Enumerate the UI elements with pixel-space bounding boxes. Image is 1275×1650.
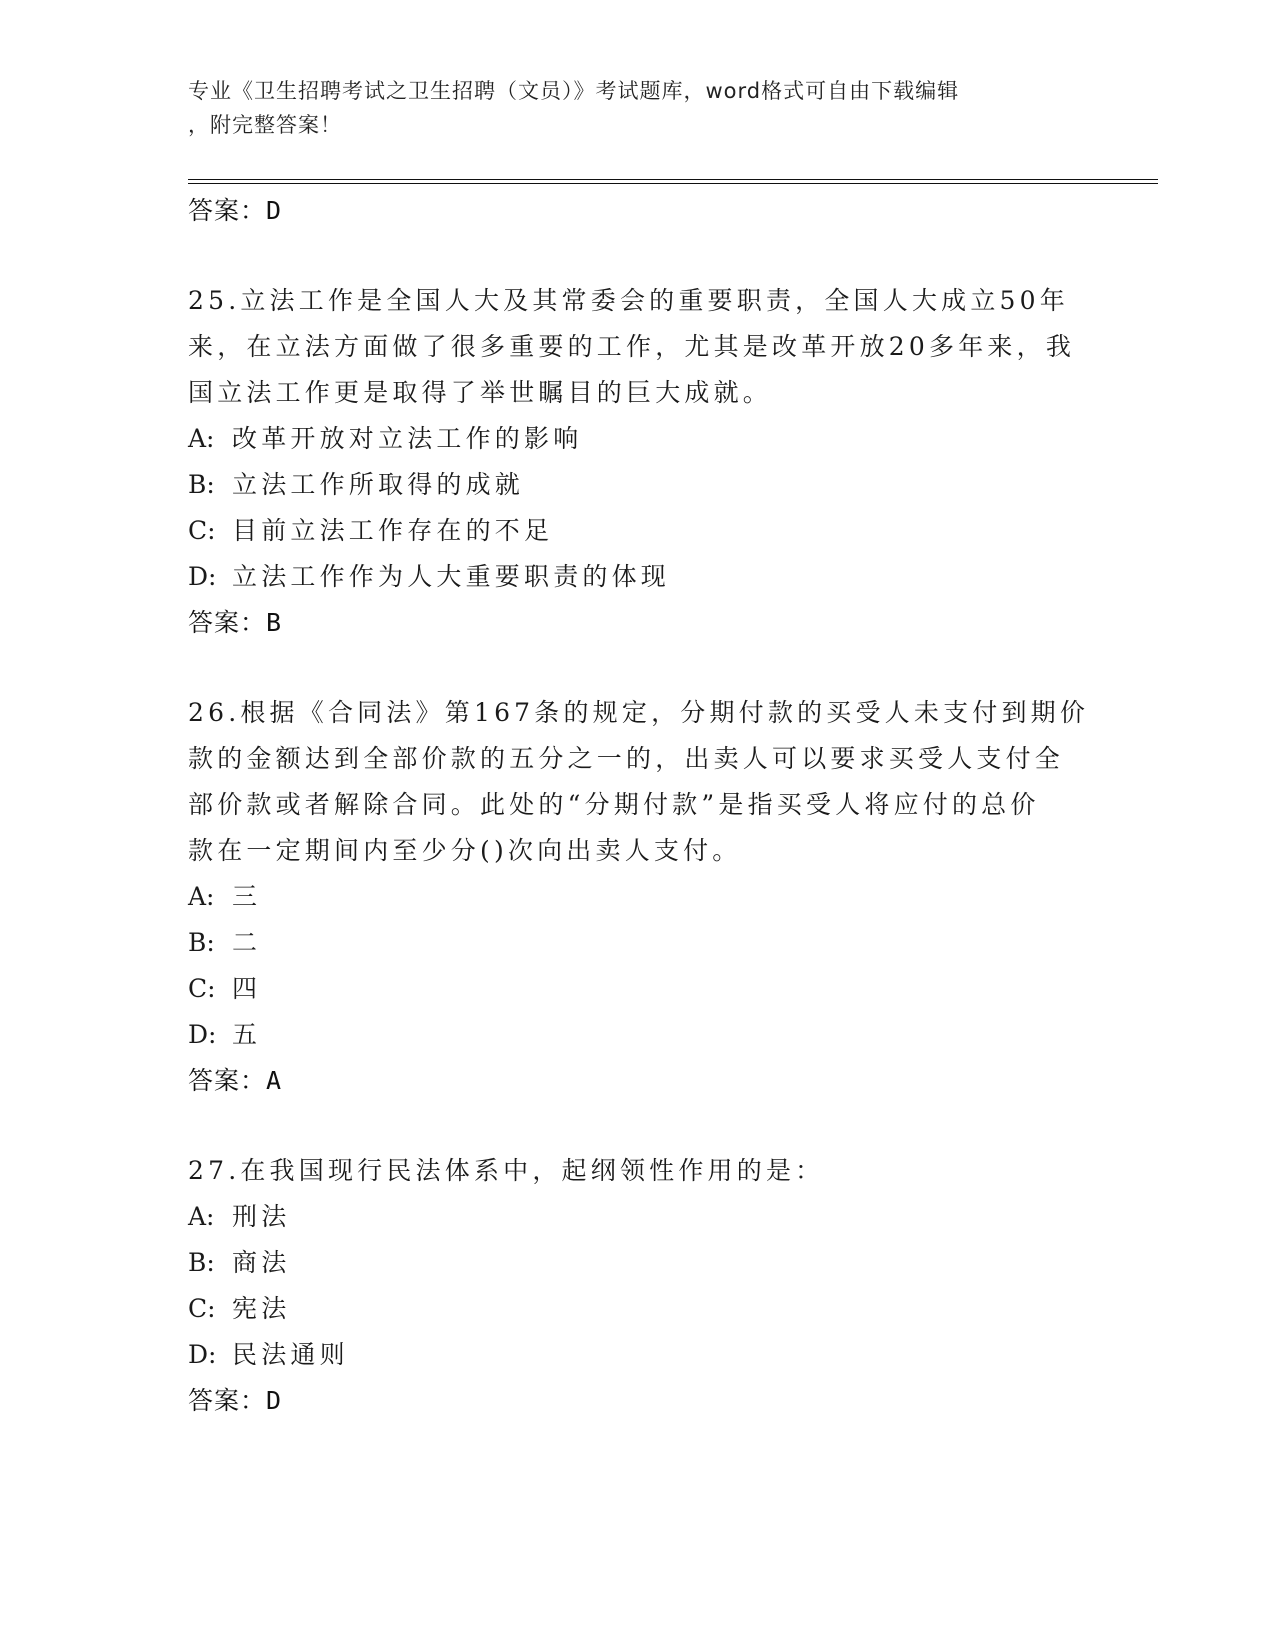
question-text-line: 部价款或者解除合同。此处的“分期付款”是指买受人将应付的总价 — [188, 790, 1040, 819]
option-letter: A: — [188, 1202, 215, 1231]
question-25 — [188, 278, 1088, 646]
option-letter: A: — [188, 882, 215, 911]
option-letter: D: — [188, 1340, 217, 1369]
option-c — [188, 1286, 1088, 1332]
option-text: 立法工作作为人大重要职责的体现 — [232, 562, 671, 591]
answer-value: D — [266, 196, 283, 225]
answer-value: B — [266, 608, 283, 637]
answer-label: 答案： — [188, 1386, 267, 1415]
option-a — [188, 874, 1088, 920]
page-header — [188, 74, 1088, 142]
option-text: 宪法 — [232, 1294, 291, 1323]
answer-label: 答案： — [188, 1066, 267, 1095]
option-letter: D: — [188, 1020, 217, 1049]
option-text: 改革开放对立法工作的影响 — [232, 424, 583, 453]
option-text: 五 — [232, 1020, 262, 1049]
option-a — [188, 416, 1088, 462]
option-b — [188, 462, 1088, 508]
answer-label: 答案： — [188, 608, 267, 637]
question-text-line: 来，在立法方面做了很多重要的工作，尤其是改革开放20多年来，我 — [188, 332, 1076, 361]
question-text-line: 25.立法工作是全国人大及其常委会的重要职责，全国人大成立50年 — [188, 286, 1069, 315]
option-letter: C: — [188, 1294, 216, 1323]
option-text: 刑法 — [232, 1202, 291, 1231]
option-text: 三 — [232, 882, 262, 911]
option-c — [188, 966, 1088, 1012]
question-text-line: 款的金额达到全部价款的五分之一的，出卖人可以要求买受人支付全 — [188, 744, 1065, 773]
answer-27 — [188, 1378, 1088, 1424]
option-text: 目前立法工作存在的不足 — [232, 516, 554, 545]
answer-value: A — [266, 1066, 283, 1095]
question-text-line: 27.在我国现行民法体系中，起纲领性作用的是： — [188, 1156, 825, 1185]
option-d — [188, 1012, 1088, 1058]
header-rule-bottom — [188, 183, 1158, 184]
previous-answer — [188, 188, 1088, 234]
option-letter: B: — [188, 470, 215, 499]
option-text: 四 — [232, 974, 262, 1003]
option-d — [188, 554, 1088, 600]
question-text-line: 款在一定期间内至少分()次向出卖人支付。 — [188, 836, 742, 865]
option-text: 商法 — [232, 1248, 291, 1277]
question-list — [188, 188, 1088, 1424]
option-letter: B: — [188, 1248, 215, 1277]
answer-26 — [188, 1058, 1088, 1104]
answer-value: D — [266, 1386, 283, 1415]
question-text-line: 国立法工作更是取得了举世瞩目的巨大成就。 — [188, 378, 773, 407]
header-line-2: ，附完整答案！ — [188, 113, 342, 137]
option-a — [188, 1194, 1088, 1240]
option-text: 民法通则 — [232, 1340, 349, 1369]
question-text-line: 26.根据《合同法》第167条的规定，分期付款的买受人未支付到期价 — [188, 698, 1090, 727]
header-line-1: 专业《卫生招聘考试之卫生招聘（文员）》考试题库，word格式可自由下载编辑 — [188, 79, 960, 103]
option-letter: C: — [188, 974, 216, 1003]
option-text: 立法工作所取得的成就 — [232, 470, 525, 499]
option-b — [188, 1240, 1088, 1286]
option-letter: B: — [188, 928, 215, 957]
question-27 — [188, 1148, 1088, 1424]
option-b — [188, 920, 1088, 966]
header-rule-top — [188, 179, 1158, 180]
option-text: 二 — [232, 928, 262, 957]
question-26 — [188, 690, 1088, 1104]
answer-25 — [188, 600, 1088, 646]
option-letter: D: — [188, 562, 217, 591]
option-letter: C: — [188, 516, 216, 545]
option-d — [188, 1332, 1088, 1378]
option-letter: A: — [188, 424, 215, 453]
option-c — [188, 508, 1088, 554]
answer-label: 答案： — [188, 196, 267, 225]
